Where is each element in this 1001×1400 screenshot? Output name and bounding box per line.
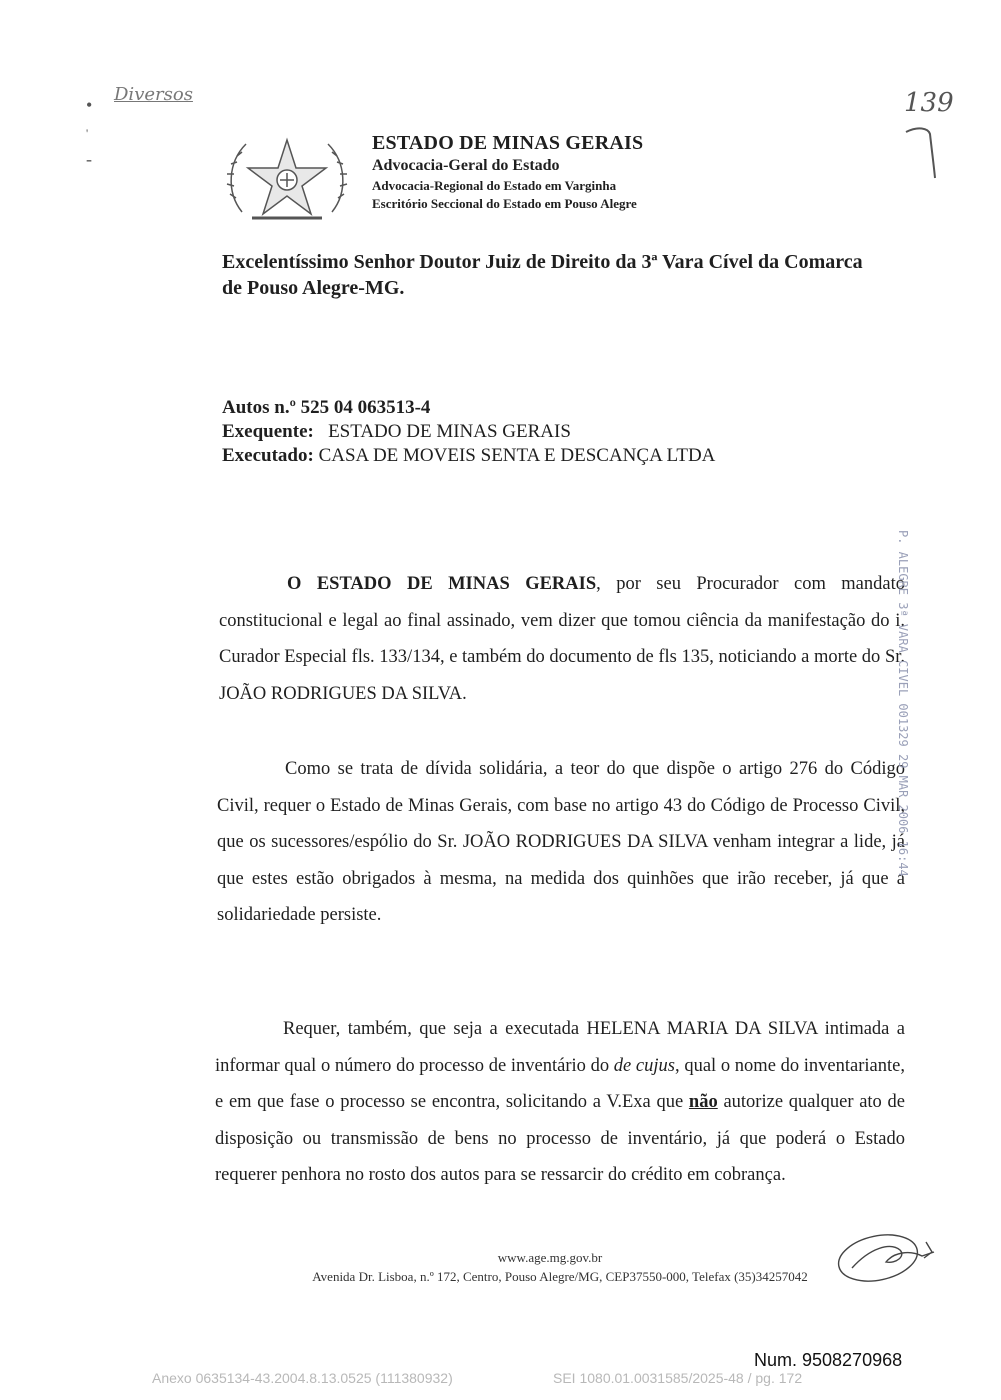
paragraph-3 [215, 1011, 905, 1194]
p3-italic: de cujus [613, 1055, 675, 1076]
letterhead-subtitle: Advocacia-Geral do Estado [372, 157, 560, 174]
annex-reference: Anexo 0635134-43.2004.8.13.0525 (111380932) [152, 1370, 453, 1386]
p1-text: , por seu Procurador com mandato constitucional e legal ao final assinado, vem dizer que tomou ciência da manifestação do i. Curador Especial fls. 133/134, e também do documento de fls 135, noticiando a morte do Sr. JOÃO RODRIGUES DA SILVA. [219, 574, 905, 704]
letterhead-title: ESTADO DE MINAS GERAIS [372, 132, 644, 154]
p2-text: Como se trata de dívida solidária, a teor do que dispõe o artigo 276 do Código Civil, requer o Estado de Minas Gerais, com base no artigo 43 do Código de Processo Civil, que os sucessores/espólio do Sr. JOÃO RODRIGUES DA SILVA venham integrar a lide, já que estes estão obrigados à mesma, na medida dos quinhões que irão receber, já que a solidariedade persiste. [217, 759, 905, 925]
executado-label: Executado: [222, 445, 314, 466]
exequente-label: Exequente: [222, 421, 314, 442]
handwritten-note: Diversos [114, 84, 193, 105]
case-info [222, 396, 922, 468]
letterhead-regional: Advocacia-Regional do Estado em Varginha [372, 178, 617, 193]
footer-website: www.age.mg.gov.br [497, 1250, 603, 1265]
signature-icon [830, 1228, 940, 1288]
footer-address: Avenida Dr. Lisboa, n.º 172, Centro, Pouso Alegre/MG, CEP37550-000, Telefax (35)34257042 [312, 1269, 808, 1284]
p1-subject: O ESTADO DE MINAS GERAIS [287, 574, 597, 594]
addressee-line1: Excelentíssimo Senhor Doutor Juiz de Direito da 3ª Vara Cível da Comarca [222, 251, 863, 273]
p3-text-c: autorize qualquer ato de disposição ou transmissão de bens no processo de inventário, já que poderá o Estado requerer penhora no rosto dos autos para se ressarcir do crédito em cobrança. [215, 1092, 906, 1185]
p3-text-b: , qual o nome do inventariante, e em que fase o processo se encontra, solicitando a V.Exa que [215, 1055, 905, 1112]
executado-value: CASA DE MOVEIS SENTA E DESCANÇA LTDA [318, 445, 716, 466]
handwritten-page-number: 139 [904, 88, 954, 118]
margin-bullets: • ' - [86, 95, 93, 169]
document-number: Num. 9508270968 [754, 1350, 903, 1370]
addressee [222, 249, 922, 301]
protocol-stamp: P. ALEGRE 3ª VARA CIVEL 001329 29 MAR 2006 16:44 [896, 530, 910, 877]
p3-text-a: Requer, também, que seja a executada HELENA MARIA DA SILVA intimada a informar qual o número do processo de inventário do [215, 1019, 905, 1076]
paragraph-2 [217, 751, 905, 934]
handwritten-mark-icon [900, 122, 940, 182]
sei-reference: SEI 1080.01.0031585/2025-48 / pg. 172 [553, 1370, 803, 1386]
paragraph-1 [219, 566, 905, 712]
addressee-line2: de Pouso Alegre-MG. [222, 277, 405, 299]
autos-value: 525 04 063513-4 [300, 397, 431, 418]
letterhead-office: Escritório Seccional do Estado em Pouso Alegre [372, 196, 637, 211]
p3-underline: não [688, 1092, 718, 1112]
autos-label: Autos n.º [222, 397, 296, 418]
coat-of-arms-icon [222, 132, 352, 232]
exequente-value: ESTADO DE MINAS GERAIS [328, 421, 571, 442]
